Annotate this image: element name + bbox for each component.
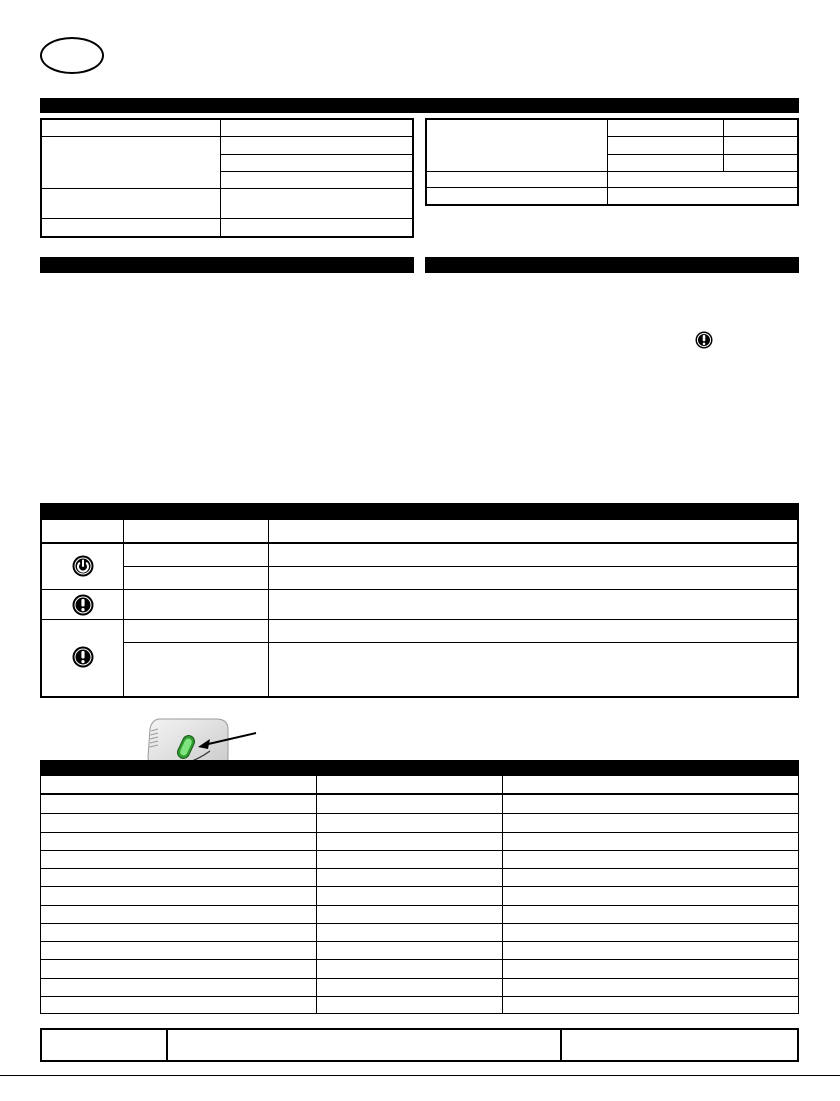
spec-left-row-line	[42, 218, 412, 219]
inline-alert-icon	[695, 331, 713, 349]
troubleshoot-row-line	[41, 813, 798, 814]
troubleshoot-row-line	[41, 905, 798, 906]
indicator-row-line	[42, 619, 797, 620]
troubleshoot-row-line	[41, 923, 798, 924]
spec-left-row-line	[220, 171, 412, 172]
spec-table-left	[40, 118, 414, 238]
spec-right-divider	[723, 120, 724, 171]
alert-icon	[72, 646, 94, 668]
spec-table-right	[425, 118, 799, 206]
troubleshoot-header-line	[41, 793, 798, 795]
troubleshoot-row-line	[41, 978, 798, 979]
troubleshoot-table-header-bar	[40, 760, 799, 775]
spec-header-bar	[40, 98, 799, 113]
footer-col-divider	[560, 1030, 562, 1060]
troubleshoot-row-line	[41, 996, 798, 997]
spec-left-row-line	[220, 154, 412, 155]
indicator-col-divider	[123, 520, 124, 696]
indicator-table	[40, 518, 799, 698]
troubleshoot-row-line	[41, 868, 798, 869]
spec-right-row-line	[427, 187, 797, 188]
language-badge	[40, 37, 104, 74]
troubleshoot-table	[40, 775, 799, 1014]
footer-col-divider	[166, 1030, 168, 1060]
spec-right-row-line	[607, 136, 797, 137]
page-bottom-rule	[0, 1075, 840, 1076]
indicator-row-line	[123, 642, 797, 643]
footer-table	[40, 1028, 799, 1062]
indicator-row-line	[123, 566, 797, 567]
spec-left-row-line	[42, 136, 412, 137]
alert-icon	[72, 594, 94, 616]
troubleshoot-row-line	[41, 832, 798, 833]
spec-left-row-line	[42, 188, 412, 189]
section-right-header-bar	[425, 257, 799, 273]
indicator-table-header-bar	[40, 503, 799, 518]
spec-right-divider	[607, 120, 608, 204]
spec-right-row-line	[607, 154, 797, 155]
indicator-header-line	[42, 542, 797, 544]
troubleshoot-row-line	[41, 959, 798, 960]
power-icon	[72, 555, 94, 577]
troubleshoot-row-line	[41, 850, 798, 851]
spec-right-row-line	[427, 171, 797, 172]
indicator-col-divider	[268, 520, 269, 696]
section-left-header-bar	[40, 257, 414, 273]
indicator-row-line	[42, 589, 797, 590]
troubleshoot-row-line	[41, 886, 798, 887]
troubleshoot-row-line	[41, 941, 798, 942]
